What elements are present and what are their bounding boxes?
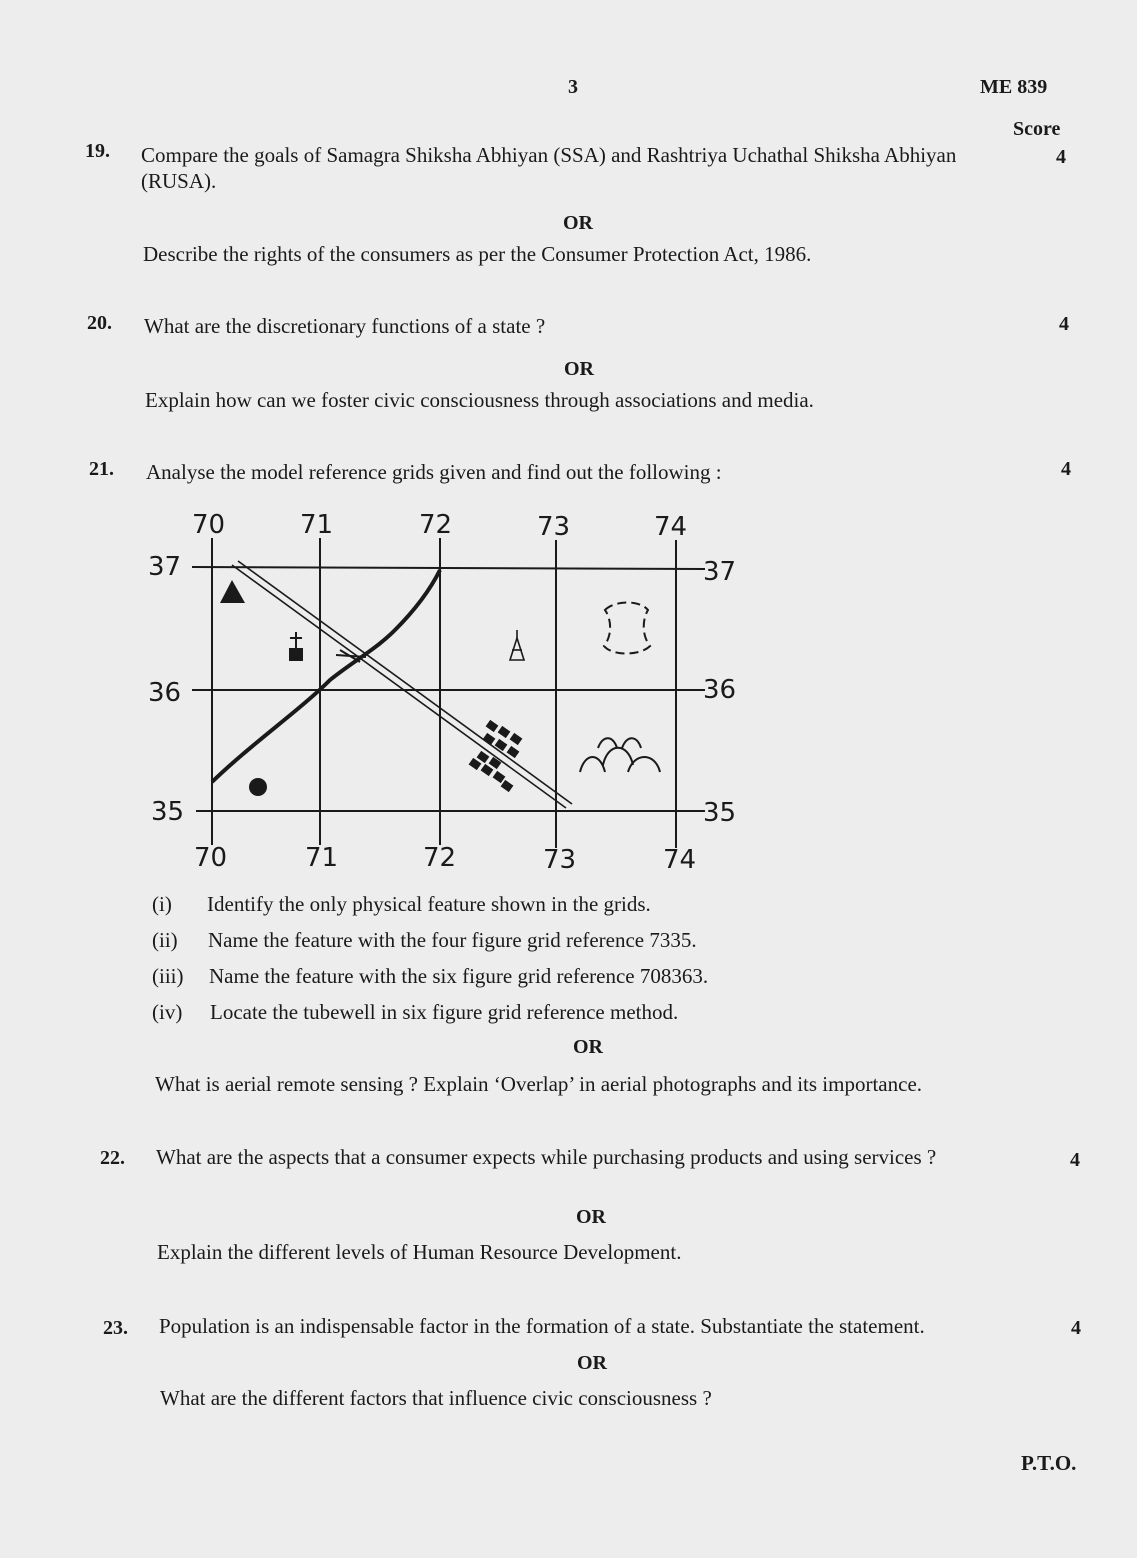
question-20-or: OR bbox=[564, 358, 594, 380]
question-20-text: What are the discretionary functions of a state ? bbox=[144, 314, 546, 338]
question-21-text: Analyse the model reference grids given and find out the following : bbox=[146, 460, 722, 484]
easting-label-bottom: 72 bbox=[423, 843, 457, 873]
question-19-text: Compare the goals of Samagra Shiksha Abhiyan (SSA) and Rashtriya Uchathal Shiksha Abhiyan (RUSA). bbox=[141, 143, 957, 193]
question-22-alt: Explain the different levels of Human Resource Development. bbox=[157, 1240, 682, 1264]
page-number: 3 bbox=[568, 76, 578, 98]
question-22-or: OR bbox=[576, 1206, 606, 1228]
subquestion-label: (iv) bbox=[152, 1000, 183, 1024]
question-21-number: 21. bbox=[89, 458, 114, 480]
question-21-or: OR bbox=[573, 1036, 603, 1058]
question-19-or: OR bbox=[563, 212, 593, 234]
church-icon bbox=[289, 632, 303, 661]
reference-grid-diagram bbox=[140, 500, 760, 885]
paper-code: ME 839 bbox=[980, 76, 1048, 98]
easting-label-bottom: 71 bbox=[305, 843, 339, 873]
please-turn-over: P.T.O. bbox=[1021, 1451, 1077, 1475]
grid-line-37 bbox=[192, 567, 705, 569]
easting-label-bottom: 70 bbox=[194, 843, 228, 873]
subquestion-label: (iii) bbox=[152, 964, 184, 988]
question-21-score: 4 bbox=[1061, 458, 1071, 480]
question-20-number: 20. bbox=[87, 312, 112, 334]
question-21-alt: What is aerial remote sensing ? Explain ‘Overlap’ in aerial photographs and its importance. bbox=[155, 1072, 923, 1096]
peak-triangle-icon bbox=[220, 580, 245, 603]
tubewell-icon bbox=[249, 778, 267, 796]
question-23-text: Population is an indispensable factor in the formation of a state. Substantiate the statement. bbox=[159, 1314, 925, 1338]
subquestion-text: Locate the tubewell in six figure grid reference method. bbox=[210, 1000, 679, 1024]
score-header: Score bbox=[1013, 118, 1061, 140]
question-19-alt: Describe the rights of the consumers as per the Consumer Protection Act, 1986. bbox=[143, 242, 812, 266]
question-19-number: 19. bbox=[85, 140, 110, 162]
subquestion-label: (i) bbox=[152, 892, 172, 916]
northing-label-left: 35 bbox=[151, 797, 185, 827]
northing-label-right: 37 bbox=[703, 557, 737, 587]
river-icon bbox=[212, 570, 440, 782]
temple-icon bbox=[510, 630, 524, 660]
easting-label-top: 72 bbox=[419, 510, 453, 540]
question-22-number: 22. bbox=[100, 1147, 125, 1169]
hills-icon bbox=[580, 738, 660, 772]
subquestion-text: Identify the only physical feature shown in the grids. bbox=[207, 892, 651, 916]
question-23-number: 23. bbox=[103, 1317, 128, 1339]
question-23-or: OR bbox=[577, 1352, 607, 1374]
question-22-text: What are the aspects that a consumer expects while purchasing products and using services ? bbox=[156, 1145, 937, 1169]
easting-label-bottom: 74 bbox=[663, 845, 697, 875]
northing-label-right: 36 bbox=[703, 675, 737, 705]
question-20-score: 4 bbox=[1059, 313, 1069, 335]
question-19-score: 4 bbox=[1056, 146, 1066, 168]
question-23-score: 4 bbox=[1071, 1317, 1081, 1339]
easting-label-top: 73 bbox=[537, 512, 571, 542]
question-22-score: 4 bbox=[1070, 1149, 1080, 1171]
subquestion-text: Name the feature with the four figure grid reference 7335. bbox=[208, 928, 697, 952]
northing-label-right: 35 bbox=[703, 798, 737, 828]
subquestion-text: Name the feature with the six figure grid reference 708363. bbox=[209, 964, 709, 988]
easting-label-bottom: 73 bbox=[543, 845, 577, 875]
easting-label-top: 71 bbox=[300, 510, 334, 540]
easting-label-top: 70 bbox=[192, 510, 226, 540]
northing-label-left: 36 bbox=[148, 678, 182, 708]
question-20-alt: Explain how can we foster civic consciousness through associations and media. bbox=[145, 388, 814, 412]
tank-icon bbox=[604, 603, 650, 654]
question-23-alt: What are the different factors that influence civic consciousness ? bbox=[160, 1386, 712, 1410]
railway-line-icon bbox=[232, 561, 572, 808]
northing-label-left: 37 bbox=[148, 552, 182, 582]
easting-label-top: 74 bbox=[654, 512, 688, 542]
subquestion-label: (ii) bbox=[152, 928, 178, 952]
